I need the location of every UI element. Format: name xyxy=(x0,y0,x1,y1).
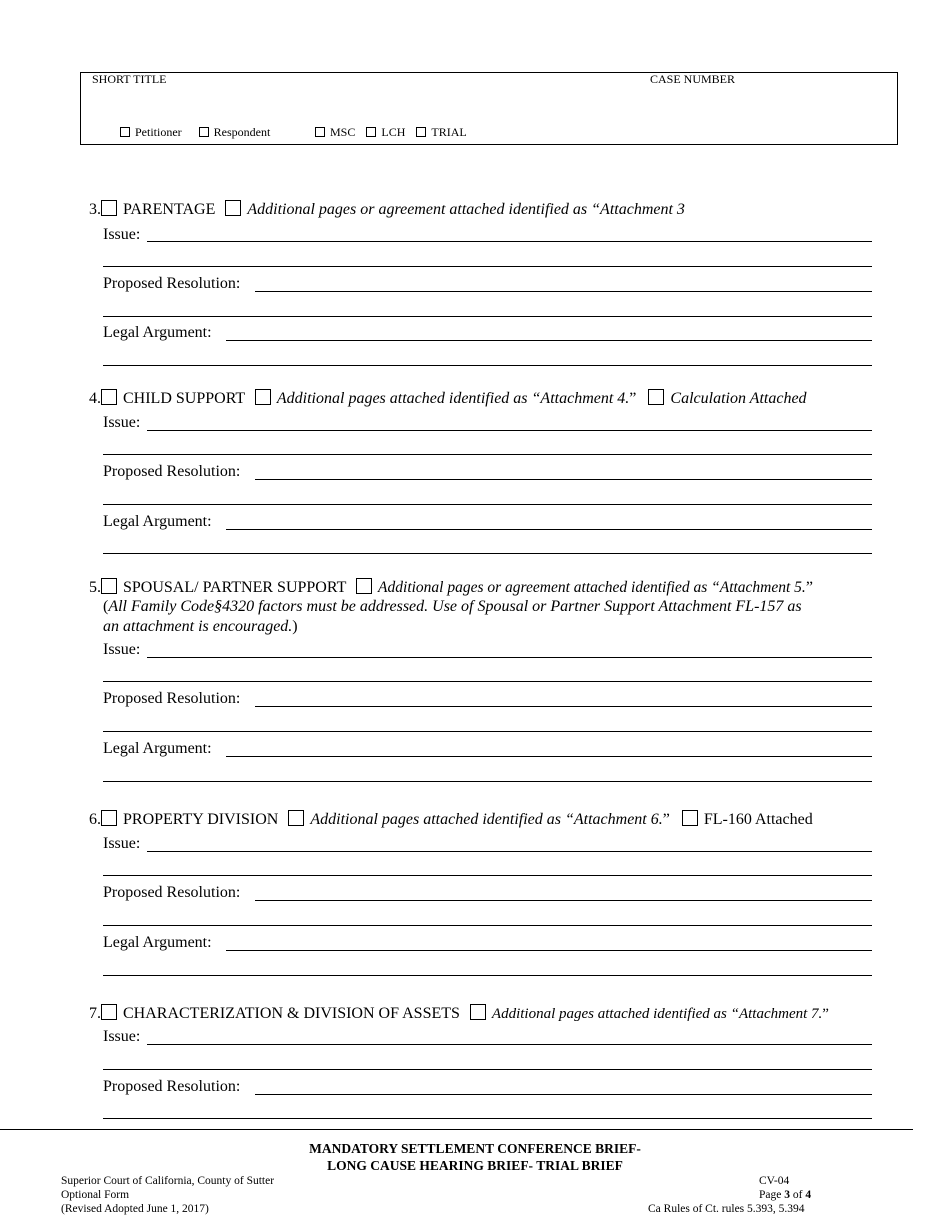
spousal-support-checkbox[interactable] xyxy=(101,578,117,594)
short-title-label: SHORT TITLE xyxy=(92,72,167,86)
child-support-checkbox[interactable] xyxy=(101,389,117,405)
respondent-checkbox[interactable] xyxy=(199,127,209,137)
lch-checkbox[interactable] xyxy=(366,127,376,137)
section-4-resolution-field[interactable] xyxy=(255,479,872,480)
section-4-argument-line-2[interactable] xyxy=(103,553,872,554)
section-6-resolution-line-2[interactable] xyxy=(103,925,872,926)
section-5-resolution-line-2[interactable] xyxy=(103,731,872,732)
section-6-issue-field[interactable] xyxy=(147,851,872,852)
section-7-resolution-line-2[interactable] xyxy=(103,1118,872,1119)
section-3-heading: 3. PARENTAGE Additional pages or agreement attached identified as “Attachment 3 xyxy=(89,201,685,218)
petitioner-option[interactable]: Petitioner xyxy=(120,125,182,139)
section-5-argument-field[interactable] xyxy=(226,756,872,757)
section-3-argument-label: Legal Argument: xyxy=(103,324,212,341)
parentage-checkbox[interactable] xyxy=(101,200,117,216)
footer-title-line-2: LONG CAUSE HEARING BRIEF- TRIAL BRIEF xyxy=(327,1158,623,1173)
section-6-heading: 6. PROPERTY DIVISION Additional pages attached identified as “Attachment 6.” FL-160 Attached xyxy=(89,811,813,828)
footer-page-number: Page 3 of 4 xyxy=(759,1189,812,1201)
section-4-issue-line-2[interactable] xyxy=(103,454,872,455)
characterization-checkbox[interactable] xyxy=(101,1004,117,1020)
section-3-argument-line-2[interactable] xyxy=(103,365,872,366)
footer-revised-date: (Revised Adopted June 1, 2017) xyxy=(61,1203,209,1215)
section-3-issue-line-2[interactable] xyxy=(103,266,872,267)
section-5-argument-label: Legal Argument: xyxy=(103,740,212,757)
section-4-heading: 4. CHILD SUPPORT Additional pages attached identified as “Attachment 4.” Calculation Attached xyxy=(89,390,807,407)
section-6-argument-label: Legal Argument: xyxy=(103,934,212,951)
property-division-attachment-checkbox[interactable] xyxy=(288,810,304,826)
footer-rules: Ca Rules of Ct. rules 5.393, 5.394 xyxy=(648,1203,805,1215)
calculation-attached-checkbox[interactable] xyxy=(648,389,664,405)
footer-title-line-1: MANDATORY SETTLEMENT CONFERENCE BRIEF- xyxy=(309,1141,641,1156)
section-6-resolution-field[interactable] xyxy=(255,900,872,901)
section-4-resolution-label: Proposed Resolution: xyxy=(103,463,241,480)
trial-option[interactable]: TRIAL xyxy=(416,125,466,139)
parentage-attachment-checkbox[interactable] xyxy=(225,200,241,216)
section-3-issue-label: Issue: xyxy=(103,226,141,243)
section-5-resolution-label: Proposed Resolution: xyxy=(103,690,241,707)
respondent-option[interactable]: Respondent xyxy=(199,125,271,139)
section-6-argument-line-2[interactable] xyxy=(103,975,872,976)
section-4-issue-label: Issue: xyxy=(103,414,141,431)
property-division-checkbox[interactable] xyxy=(101,810,117,826)
footer-divider xyxy=(0,1129,913,1130)
section-5-instruction-line-1: (All Family Code§4320 factors must be addressed. Use of Spousal or Partner Support Attachment FL-157 as xyxy=(103,598,802,615)
section-4-issue-field[interactable] xyxy=(147,430,872,431)
child-support-attachment-checkbox[interactable] xyxy=(255,389,271,405)
lch-option[interactable]: LCH xyxy=(366,125,405,139)
section-7-issue-field[interactable] xyxy=(147,1044,872,1045)
section-7-resolution-field[interactable] xyxy=(255,1094,872,1095)
section-3-resolution-label: Proposed Resolution: xyxy=(103,275,241,292)
section-6-resolution-label: Proposed Resolution: xyxy=(103,884,241,901)
section-3-argument-field[interactable] xyxy=(226,340,872,341)
section-6-issue-label: Issue: xyxy=(103,835,141,852)
section-7-resolution-label: Proposed Resolution: xyxy=(103,1078,241,1095)
trial-checkbox[interactable] xyxy=(416,127,426,137)
section-7-heading: 7. CHARACTERIZATION & DIVISION OF ASSETS Additional pages attached identified as “Attachment 7.” xyxy=(89,1005,829,1022)
petitioner-checkbox[interactable] xyxy=(120,127,130,137)
section-5-issue-label: Issue: xyxy=(103,641,141,658)
case-number-label: CASE NUMBER xyxy=(650,72,736,86)
section-5-argument-line-2[interactable] xyxy=(103,781,872,782)
section-5-resolution-field[interactable] xyxy=(255,706,872,707)
section-6-argument-field[interactable] xyxy=(226,950,872,951)
section-4-argument-label: Legal Argument: xyxy=(103,513,212,530)
party-options xyxy=(120,125,270,140)
msc-checkbox[interactable] xyxy=(315,127,325,137)
section-7-issue-line-2[interactable] xyxy=(103,1069,872,1070)
section-3-resolution-field[interactable] xyxy=(255,291,872,292)
section-4-resolution-line-2[interactable] xyxy=(103,504,872,505)
section-3-issue-field[interactable] xyxy=(147,241,872,242)
characterization-attachment-checkbox[interactable] xyxy=(470,1004,486,1020)
type-options xyxy=(315,125,467,140)
section-5-issue-line-2[interactable] xyxy=(103,681,872,682)
section-5-heading: 5. SPOUSAL/ PARTNER SUPPORT Additional pages or agreement attached identified as “Attachment 5.” xyxy=(89,579,813,596)
msc-option[interactable]: MSC xyxy=(315,125,355,139)
fl160-attached-checkbox[interactable] xyxy=(682,810,698,826)
section-6-issue-line-2[interactable] xyxy=(103,875,872,876)
section-5-issue-field[interactable] xyxy=(147,657,872,658)
footer-optional-form: Optional Form xyxy=(61,1189,130,1201)
spousal-support-attachment-checkbox[interactable] xyxy=(356,578,372,594)
footer-court: Superior Court of California, County of Sutter xyxy=(61,1175,275,1187)
section-5-instruction-line-2: an attachment is encouraged.) xyxy=(103,618,298,635)
section-7-issue-label: Issue: xyxy=(103,1028,141,1045)
footer-form-id: CV-04 xyxy=(759,1175,790,1187)
section-4-argument-field[interactable] xyxy=(226,529,872,530)
section-3-resolution-line-2[interactable] xyxy=(103,316,872,317)
